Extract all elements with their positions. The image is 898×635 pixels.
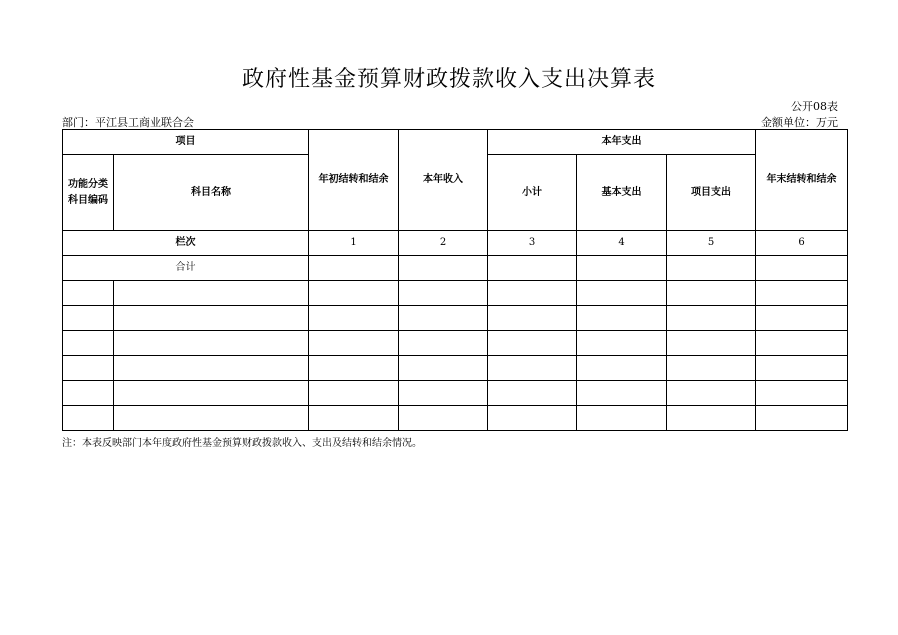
table-cell (114, 356, 309, 381)
table-cell (63, 331, 114, 356)
table-cell (488, 356, 577, 381)
header-function-code-line2: 科目编码 (68, 194, 108, 206)
table-cell (63, 306, 114, 331)
table-cell (577, 306, 667, 331)
column-index-cell: 1 (309, 231, 399, 256)
table-cell (488, 406, 577, 431)
column-index-cell: 6 (756, 231, 848, 256)
column-index-label: 栏次 (63, 231, 309, 256)
header-project-expense: 项目支出 (667, 155, 756, 231)
table-cell (309, 306, 399, 331)
table-cell (114, 331, 309, 356)
header-income: 本年收入 (399, 130, 488, 231)
header-item-group: 项目 (63, 130, 309, 155)
table-cell (577, 281, 667, 306)
table-row (63, 331, 848, 356)
header-subtotal: 小计 (488, 155, 577, 231)
page-title: 政府性基金预算财政拨款收入支出决算表 (241, 67, 656, 92)
table-cell (63, 356, 114, 381)
table-cell (488, 381, 577, 406)
column-index-cell: 4 (577, 231, 667, 256)
table-footnote: 注：本表反映部门本年度政府性基金预算财政拨款收入、支出及结转和结余情况。 (62, 438, 422, 449)
form-number: 公开08表 (791, 100, 838, 113)
header-expense-group: 本年支出 (488, 130, 756, 155)
table-cell (309, 331, 399, 356)
table-cell (667, 406, 756, 431)
header-begin-balance: 年初结转和结余 (309, 130, 399, 231)
total-row (63, 256, 848, 281)
table-cell (488, 281, 577, 306)
table-cell (577, 381, 667, 406)
amount-unit-label: 金额单位：万元 (761, 116, 838, 129)
table-cell (756, 331, 848, 356)
column-index-cell: 3 (488, 231, 577, 256)
table-cell (756, 356, 848, 381)
table-cell (399, 356, 488, 381)
table-cell (667, 331, 756, 356)
column-index-cell: 5 (667, 231, 756, 256)
table-cell (667, 306, 756, 331)
table-cell (756, 406, 848, 431)
fund-budget-table (62, 129, 848, 431)
column-index-row (63, 231, 848, 256)
table-row (63, 406, 848, 431)
table-cell (399, 306, 488, 331)
table-cell (488, 331, 577, 356)
table-cell (577, 256, 667, 281)
header-end-balance: 年末结转和结余 (756, 130, 848, 231)
table-cell (114, 281, 309, 306)
table-cell (756, 256, 848, 281)
table-cell (399, 281, 488, 306)
header-row-1 (63, 130, 848, 155)
table-cell (488, 306, 577, 331)
table-cell (399, 331, 488, 356)
table-cell (667, 356, 756, 381)
table-cell (577, 331, 667, 356)
table-cell (756, 281, 848, 306)
table-cell (577, 356, 667, 381)
table-row (63, 381, 848, 406)
department-label: 部门：平江县工商业联合会 (62, 116, 194, 129)
table-cell (309, 406, 399, 431)
table-row (63, 306, 848, 331)
table-cell (488, 256, 577, 281)
total-label: 合计 (63, 256, 309, 281)
header-function-code-line1: 功能分类 (68, 178, 108, 190)
table-cell (63, 281, 114, 306)
table-cell (63, 406, 114, 431)
table-cell (114, 381, 309, 406)
table-cell (399, 381, 488, 406)
table-cell (399, 256, 488, 281)
table-cell (114, 306, 309, 331)
table-cell (667, 381, 756, 406)
table-cell (577, 406, 667, 431)
table-cell (667, 281, 756, 306)
table-cell (63, 381, 114, 406)
table-cell (114, 406, 309, 431)
table-cell (667, 256, 756, 281)
table-cell (756, 306, 848, 331)
table-cell (399, 406, 488, 431)
header-subject-name: 科目名称 (114, 155, 309, 231)
table-cell (309, 256, 399, 281)
table-cell (309, 281, 399, 306)
table-cell (309, 356, 399, 381)
header-basic-expense: 基本支出 (577, 155, 667, 231)
table-row (63, 356, 848, 381)
column-index-cell: 2 (399, 231, 488, 256)
header-function-code (63, 155, 114, 231)
table-row (63, 281, 848, 306)
table-cell (756, 381, 848, 406)
table-cell (309, 381, 399, 406)
